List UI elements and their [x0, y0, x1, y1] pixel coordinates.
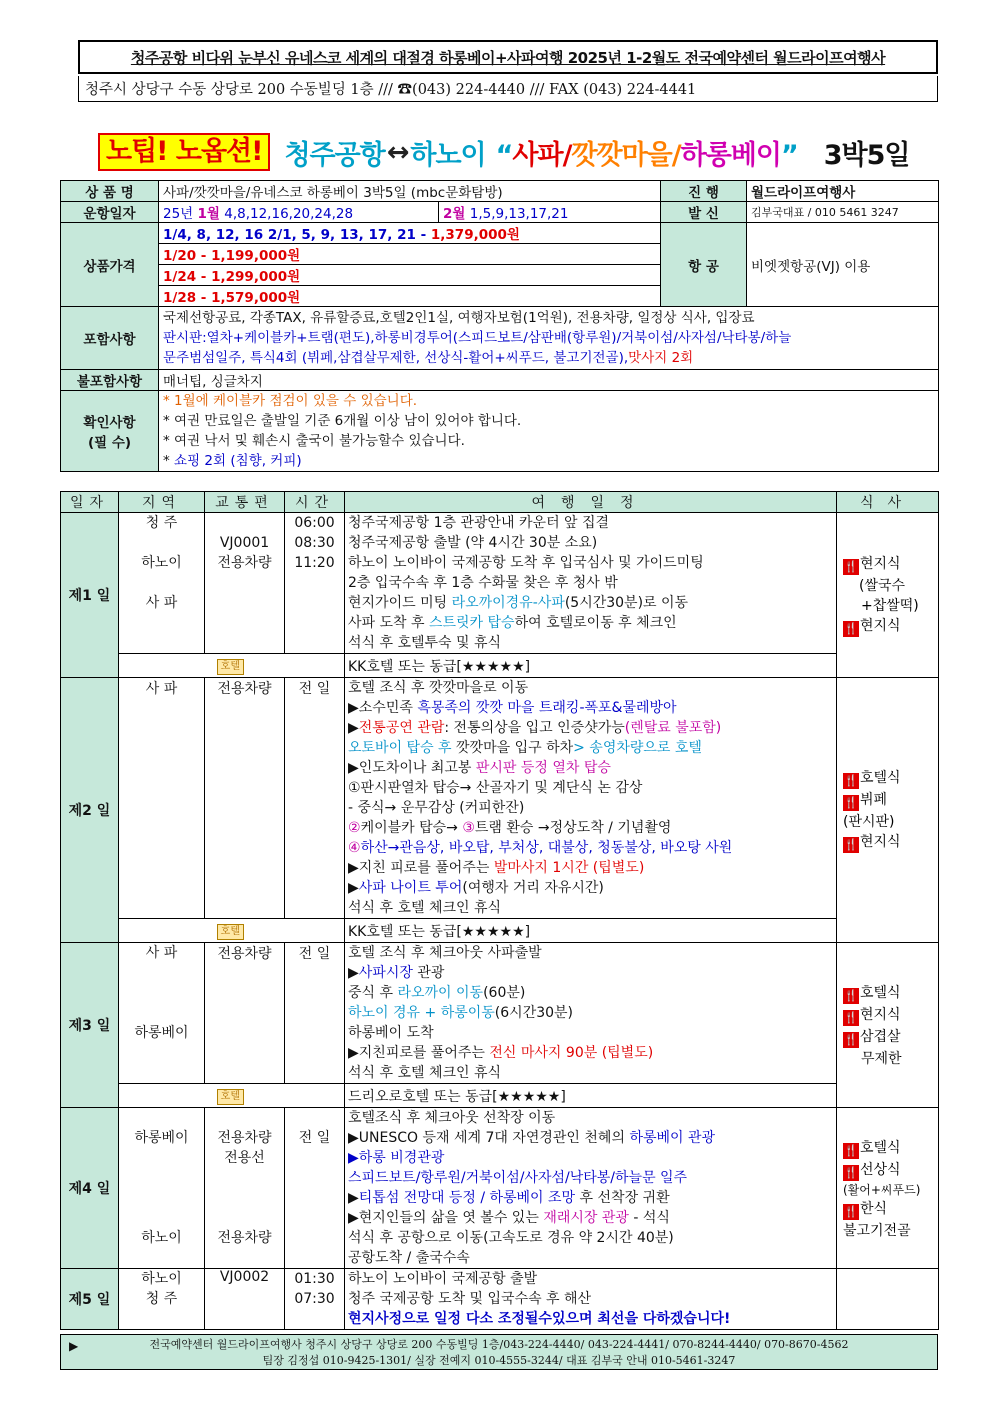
meal-icon: 🍴	[844, 1204, 858, 1218]
price-row-1: 1/4, 8, 12, 16 2/1, 5, 9, 13, 17, 21 - 1,379,000원	[159, 223, 661, 244]
footer-arrow-icon: ▶	[69, 1339, 79, 1353]
meal-icon: 🍴	[844, 1165, 858, 1179]
jan-dates: 25년 1월 4,8,12,16,20,24,28	[159, 202, 439, 223]
day2-meals: 🍴 호텔식 🍴 뷔페 (판시판) 🍴 현지식	[837, 678, 939, 943]
day1-plan: 청주국제공항 1층 관광안내 카운터 앞 집결 청주국제공항 출발 (약 4시간 30분 소요) 하노이 노이바이 국제공항 도착 후 입국심사 및 가이드미팅 2층 입국수속 후 1층 수화물 찾은 후 청사 밖 현지가이드 미팅 라오까이경유-사파(5시간30분)로 이동 사파 도착 후 스트릿카 탑승하여 호텔로이동 후 체크인 석식 후 호텔투숙 및 휴식	[345, 513, 837, 654]
included-label: 포함사항	[61, 307, 159, 370]
hotel-icon: 호텔	[217, 924, 244, 940]
day4-meals: 🍴 호텔식 🍴 선상식 (활어+씨푸드) 🍴 한식 불고기전골	[837, 1108, 939, 1269]
page-title	[98, 132, 909, 172]
day2-plan: 호텔 조식 후 깟깟마을로 이동 ▶소수민족 흑몽족의 깟깟 마을 트래킹-폭포&물레방아 ▶전통공연 관람: 전통의상을 입고 인증샷가능(렌탈료 불포함) 오토바이 탑승 후 깟깟마을 입구 하차> 송영차량으로 호텔 ▶인도차이나 최고봉 판시판 등정 열차 탑승 ①판시판열차 탑승→ 산골자기 및 계단식 논 감상 - 중식→ 운무감상 (커피한잔) ②케이블카 탑승→ ③트램 환승 →정상도착 / 기념촬영 ④하산→관음상, 바오탑, 부처상, 대불상, 청동불상, 바오탕 사원 ▶지친 피로를 풀어주는 발마사지 1시간 (팁별도) ▶사파 나이트 투어(여행자 거리 자유시간) 석식 후 호텔 체크인 휴식	[345, 678, 837, 919]
dates-label: 운항일자	[61, 202, 159, 223]
col-place: 지역	[119, 492, 205, 513]
day3-places: 사 파 하롱베이	[119, 943, 205, 1084]
hotel-icon: 호텔	[217, 659, 244, 675]
day1-transport: VJ0001 전용차량	[205, 513, 285, 654]
title-duration: 3박5일	[823, 139, 910, 171]
meal-icon: 🍴	[844, 1143, 858, 1157]
day2-places: 사 파	[119, 678, 205, 919]
col-plan: 여행일정	[345, 492, 837, 513]
meal-icon: 🍴	[844, 560, 858, 573]
col-time: 시간	[285, 492, 345, 513]
day1-hotel-row	[119, 654, 345, 678]
excluded-label: 불포함사항	[61, 370, 159, 391]
itinerary-table	[60, 491, 939, 1330]
meal-icon: 🍴	[844, 1011, 858, 1024]
contact-label: 발 신	[661, 202, 747, 223]
no-tip-badge: 노팁! 노옵션!	[98, 133, 270, 171]
day2-transport: 전용차량	[205, 678, 285, 919]
meal-icon: 🍴	[844, 989, 858, 1002]
meal-icon: 🍴	[844, 1033, 858, 1046]
day2-hotel: KK호텔 또는 동급[★★★★★]	[345, 919, 837, 943]
day1-label: 제1 일	[61, 513, 119, 678]
excluded-list: 매너팁, 싱글차지	[159, 370, 939, 391]
day3-label: 제3 일	[61, 943, 119, 1108]
day2-times: 전 일	[285, 678, 345, 919]
day5-transport: VJ0002	[205, 1269, 285, 1330]
day2-hotel-row	[119, 919, 345, 943]
day3-meals: 🍴 호텔식 🍴 현지식 🍴 삼겹살 무제한	[837, 943, 939, 1108]
meal-icon: 🍴	[844, 796, 858, 809]
title-destinations: “사파/깟깟마을/하롱베이”	[495, 139, 798, 171]
day1-times: 06:00 08:30 11:20	[285, 513, 345, 654]
day5-meals	[837, 1269, 939, 1330]
col-meal: 식사	[837, 492, 939, 513]
day3-plan: 호텔 조식 후 체크아웃 사파출발 ▶사파시장 관광 중식 후 라오까이 이동(60분) 하노이 경유 + 하롱이동(6시간30분) 하롱베이 도착 ▶지친피로를 풀어주는 전신 마사지 90분 (팁별도) 석식 후 호텔 체크인 휴식	[345, 943, 837, 1084]
day5-label: 제5 일	[61, 1269, 119, 1330]
col-transport: 교통편	[205, 492, 285, 513]
day5-places: 하노이 청 주	[119, 1269, 205, 1330]
notes-list: * 1월에 케이블카 점검이 있을 수 있습니다. * 여권 만료일은 출발일 기준 6개월 이상 남이 있어야 합니다. * 여권 낙서 및 훼손시 출국이 불가능할수 있습니다. * 쇼핑 2회 (침향, 커피)	[159, 391, 939, 472]
notes-label: 확인사항 (필 수)	[61, 391, 159, 472]
airline-label: 항 공	[661, 223, 747, 307]
airline-value: 비엣젯항공(VJ) 이용	[747, 223, 939, 307]
included-list: 국제선항공료, 각종TAX, 유류할증료,호텔2인1실, 여행자보험(1억원), 전용차량, 일정상 식사, 입장료 판시판:열차+케이블카+트램(편도),하롱비경투어(스피드보트/삼판배(항루원)/거북이섬/사자섬/낙타봉/하늘 문주범섬일주, 특식4회 (뷔페,삼겹살무제한, 선상식-활어+씨푸드, 불고기전골),맛사지 2회	[159, 307, 939, 370]
day5-plan: 하노이 노이바이 국제공항 출발 청주 국제공항 도착 및 입국수속 후 해산 현지사정으로 일정 다소 조정될수있으며 최선을 다하겠습니다!	[345, 1269, 837, 1330]
price-row-4: 1/28 - 1,579,000원	[159, 286, 661, 307]
title-arrow: ↔	[386, 136, 409, 168]
day4-times: 전 일	[285, 1108, 345, 1269]
title-origin: 청주공항	[284, 139, 385, 171]
day5-times: 01:30 07:30	[285, 1269, 345, 1330]
day2-label: 제2 일	[61, 678, 119, 943]
meal-icon: 🍴	[844, 622, 858, 635]
day1-meals: 🍴 현지식 (쌀국수 +찹쌀떡) 🍴 현지식	[837, 513, 939, 678]
hotel-icon: 호텔	[217, 1089, 244, 1105]
product-info-table	[60, 180, 939, 472]
operator-value: 월드라이프여행사	[747, 181, 939, 202]
day3-times: 전 일	[285, 943, 345, 1084]
feb-dates: 2월 1,5,9,13,17,21	[439, 202, 661, 223]
contact-value: 김부국대표 / 010 5461 3247	[747, 202, 939, 223]
price-label: 상품가격	[61, 223, 159, 307]
header-banner: 청주공항 비다위 눈부신 유네스코 세계의 대절경 하롱베이+사파여행 2025년 1-2월도 전국예약센터 월드라이프여행사	[78, 40, 938, 74]
day3-transport: 전용차량	[205, 943, 285, 1084]
product-name: 사파/깟깟마을/유네스코 하롱베이 3박5일 (mbc문화탐방)	[159, 181, 661, 202]
meal-icon: 🍴	[844, 838, 858, 851]
day1-hotel: KK호텔 또는 동급[★★★★★]	[345, 654, 837, 678]
title-city: 하노이	[410, 139, 486, 171]
day4-transport: 전용차량 전용선 전용차량	[205, 1108, 285, 1269]
day1-places: 청 주 하노이 사 파	[119, 513, 205, 654]
day4-label: 제4 일	[61, 1108, 119, 1269]
day3-hotel-row	[119, 1084, 345, 1108]
header-address: 청주시 상당구 수동 상당로 200 수동빌딩 1층 /// ☎(043) 224-4440 /// FAX (043) 224-4441	[78, 76, 938, 102]
col-day: 일자	[61, 492, 119, 513]
day3-hotel: 드리오로호텔 또는 동급[★★★★★]	[345, 1084, 837, 1108]
meal-icon: 🍴	[844, 774, 858, 787]
footer-contact: ▶ 전국예약센터 월드라이프여행사 청주시 상당구 상당로 200 수동빌딩 1층/043-224-4440/ 043-224-4441/ 070-8244-4440/ 070-8670-4562 팀장 김정섭 010-9425-1301/ 실장 전예지 010-4555-3244/ 대표 김부국 안내 010-5461-3247	[60, 1334, 938, 1370]
operator-label: 진 행	[661, 181, 747, 202]
price-row-3: 1/24 - 1,299,000원	[159, 265, 661, 286]
product-label: 상 품 명	[61, 181, 159, 202]
price-row-2: 1/20 - 1,199,000원	[159, 244, 661, 265]
day4-places: 하롱베이 하노이	[119, 1108, 205, 1269]
day4-plan: 호텔조식 후 체크아웃 선착장 이동 ▶UNESCO 등재 세계 7대 자연경관인 천혜의 하롱베이 관광 ▶하롱 비경관광 스피드보트/항루원/거북이섬/사자섬/낙타봉/하늘문 일주 ▶티톱섬 전망대 등정 / 하롱베이 조망 후 선착장 귀환 ▶현지인들의 삶을 엿 볼수 있는 재래시장 관광 - 석식 석식 후 공항으로 이동(고속도로 경유 약 2시간 40분) 공항도착 / 출국수속	[345, 1108, 837, 1269]
